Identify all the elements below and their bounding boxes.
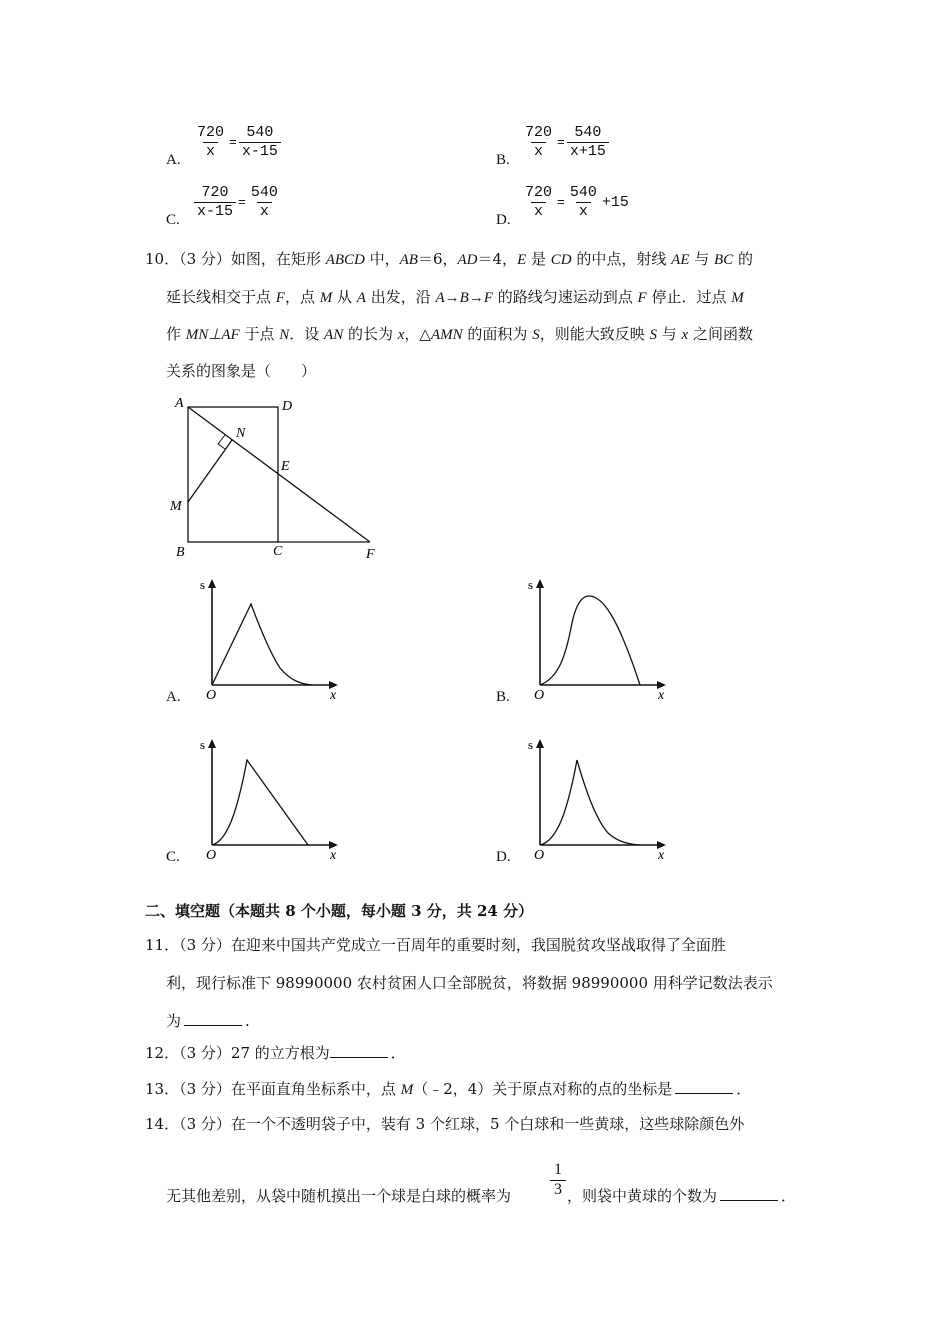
question-number: 14． bbox=[145, 1115, 180, 1133]
question-number: 12． bbox=[145, 1044, 180, 1062]
question-number: 11． bbox=[145, 936, 180, 954]
curve bbox=[212, 604, 312, 685]
q11-line-3: 为 . bbox=[166, 1012, 250, 1030]
question-score: （3 分） bbox=[179, 936, 231, 954]
q12-line: 12．（3 分）27 的立方根为 ． bbox=[145, 1044, 406, 1062]
equation-a: $\frac{720}{x}$ = $\frac{540}{x-15}$ bbox=[194, 124, 281, 161]
axis-label-s: s bbox=[528, 737, 534, 752]
graph-option-label: A. bbox=[166, 689, 181, 705]
answer-blank[interactable] bbox=[184, 1011, 242, 1026]
label-f: F bbox=[366, 547, 375, 562]
question-score: （3 分） bbox=[179, 1044, 231, 1062]
section-heading: 二、填空题（本题共 8 个小题，每小题 3 分，共 24 分） bbox=[145, 902, 534, 920]
label-c: C bbox=[273, 544, 283, 559]
label-a: A bbox=[175, 396, 184, 411]
answer-blank[interactable] bbox=[330, 1043, 388, 1058]
axis-label-x: x bbox=[658, 848, 665, 863]
answer-blank[interactable] bbox=[720, 1186, 778, 1201]
q14-line-1: 14．（3 分）在一个不透明袋子中，装有 3 个红球，5 个白球和一些黄球，这些球除颜色外 bbox=[145, 1115, 745, 1133]
y-axis-arrow bbox=[208, 739, 216, 748]
rectangle-abcd bbox=[188, 407, 278, 542]
option-label: C. bbox=[166, 212, 180, 228]
question-score: （3 分） bbox=[179, 1080, 231, 1098]
label-e: E bbox=[281, 459, 290, 474]
axis-label-x: x bbox=[330, 848, 337, 863]
fraction-denominator: 3 bbox=[550, 1180, 566, 1199]
axis-label-s: s bbox=[528, 577, 534, 592]
graph-b bbox=[523, 573, 673, 703]
origin-label: O bbox=[534, 848, 545, 863]
graph-a bbox=[195, 573, 345, 703]
origin-label: O bbox=[206, 688, 217, 703]
rectangle-figure bbox=[160, 390, 390, 562]
q10-line-3: 作 MN⊥AF 于点 N．设 AN 的长为 x，△AMN 的面积为 S，则能大致反映 S 与 x 之间函数 bbox=[166, 325, 753, 343]
option-label: A. bbox=[166, 152, 181, 168]
question-number: 10． bbox=[145, 250, 180, 268]
q11-line-1: 11．（3 分）在迎来中国共产党成立一百周年的重要时刻，我国脱贫攻坚战取得了全面胜 bbox=[145, 936, 726, 954]
label-d: D bbox=[282, 399, 293, 414]
fraction-numerator: 1 bbox=[554, 1161, 562, 1178]
equation-b: $\frac{720}{x}$ = $\frac{540}{x+15}$ bbox=[522, 124, 609, 161]
curve bbox=[540, 596, 640, 685]
graph-option-label: D. bbox=[496, 849, 511, 865]
origin-label: O bbox=[206, 848, 217, 863]
label-b: B bbox=[176, 545, 185, 560]
graph-option-label: C. bbox=[166, 849, 180, 865]
q11-line-2: 利，现行标准下 98990000 农村贫困人口全部脱贫，将数据 98990000 用科学记数法表示 bbox=[166, 974, 773, 992]
question-number: 13． bbox=[145, 1080, 180, 1098]
label-m: M bbox=[170, 499, 182, 514]
q10-line-1: 10．（3 分）如图，在矩形 ABCD 中，AB＝6，AD＝4，E 是 CD 的中点，射线 AE 与 BC 的 bbox=[145, 250, 753, 268]
axis-label-s: s bbox=[200, 737, 206, 752]
y-axis-arrow bbox=[536, 739, 544, 748]
axis-label-s: s bbox=[200, 577, 206, 592]
label-n: N bbox=[236, 426, 246, 441]
equation-c: $\frac{720}{x-15}$ = $\frac{540}{x}$ bbox=[194, 184, 281, 221]
axis-label-x: x bbox=[330, 688, 337, 703]
option-label: B. bbox=[496, 152, 510, 168]
curve bbox=[540, 760, 640, 845]
curve bbox=[212, 760, 308, 845]
question-score: （3 分） bbox=[179, 1115, 231, 1133]
ray-af bbox=[188, 407, 370, 542]
y-axis-arrow bbox=[536, 579, 544, 588]
question-score: （3 分） bbox=[179, 250, 231, 268]
graph-option-label: B. bbox=[496, 689, 510, 705]
equation-d: $\frac{720}{x}$ = $\frac{540}{x}$ +15 bbox=[525, 184, 629, 220]
segment-mn bbox=[188, 440, 232, 502]
q13-line: 13．（3 分）在平面直角坐标系中，点 M（﹣2，4）关于原点对称的点的坐标是 ． bbox=[145, 1080, 752, 1098]
right-angle-mark bbox=[218, 435, 225, 449]
graph-d bbox=[523, 733, 673, 863]
axis-label-x: x bbox=[658, 688, 665, 703]
answer-blank[interactable] bbox=[675, 1079, 733, 1094]
probability-fraction bbox=[550, 1160, 566, 1199]
y-axis-arrow bbox=[208, 579, 216, 588]
q14-line-2: 无其他差别，从袋中随机摸出一个球是白球的概率为 bbox=[166, 1187, 512, 1205]
origin-label: O bbox=[534, 688, 545, 703]
option-label: D. bbox=[496, 212, 511, 228]
q14-line-2b: ，则袋中黄球的个数为 ． bbox=[567, 1187, 797, 1205]
q10-line-4: 关系的图象是（ ） bbox=[166, 362, 317, 380]
q10-line-2: 延长线相交于点 F，点 M 从 A 出发，沿 A→B→F 的路线匀速运动到点 F 停止．过点 M bbox=[166, 288, 744, 306]
graph-c bbox=[195, 733, 345, 863]
